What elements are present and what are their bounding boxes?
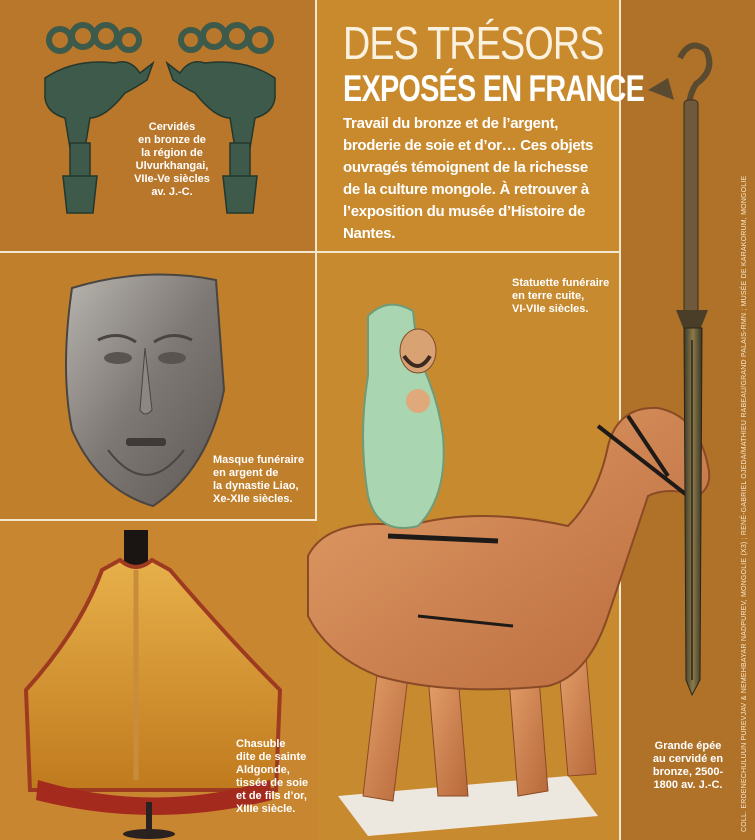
chasuble-caption-line: et de fils d’or, (236, 790, 307, 802)
deer-caption-line: Cervidés (148, 121, 196, 133)
deer-caption-line: av. J.-C. (151, 186, 193, 198)
sword-caption-line: bronze, 2500- (652, 766, 724, 778)
sword-caption-line: au cervidé en (652, 753, 724, 765)
statuette-caption-line: Statuette funéraire (512, 277, 610, 289)
mask-caption-line: Masque funéraire (213, 454, 305, 466)
mask-caption-line: en argent de (213, 467, 279, 479)
chasuble-caption-line: Chasuble (236, 738, 286, 750)
mask-caption-line: la dynastie Liao, (213, 480, 299, 492)
sword-caption-line: Grande épée (654, 740, 722, 752)
lead-paragraph: Travail du bronze et de l’argent, broderie de soie et d’or… Ces objets ouvragés témoignent de la richesse de la culture mongole. À retrouver à l’exposition du musée d’Histoire de Nantes. (343, 115, 594, 242)
sword-caption (643, 740, 733, 792)
deer-caption-line: Ulvurkhangai, (135, 160, 209, 172)
mask-caption-line: Xe-XIIe siècles. (213, 493, 293, 505)
statuette-caption-line: en terre cuite, (512, 290, 585, 302)
chasuble-caption-line: tissée de soie (236, 777, 309, 789)
chasuble-caption-line: XIIIe siècle. (236, 803, 296, 815)
deer-caption-line: VIIe-Ve siècles (134, 173, 210, 185)
statuette-caption (512, 277, 622, 316)
page-title-line2: EXPOSÉS EN FRANCE (343, 68, 645, 109)
page-title-line1: DES TRÉSORS (343, 17, 604, 69)
deer-caption-line: la région de (141, 147, 203, 159)
statuette-caption-line: VI-VIIe siècles. (512, 303, 589, 315)
chasuble-caption-line: Aldgonde, (236, 764, 290, 776)
deer-caption (128, 121, 216, 199)
sword-caption-line: 1800 av. J.-C. (653, 779, 723, 791)
photo-credit: COLL. ERDENECHULUUN PUREVJAV & NEMEHBAYAR NADPUREV, MONGOLIE (X3) ; RENÉ-GABRIEL OJEDA/MATHIEU RABEAU/GRAND PALAIS-RMN ; MUSÉE DE KARAKORUM, MONGOLIE (741, 175, 748, 832)
deer-caption-line: en bronze de (138, 134, 206, 146)
bronze-sword-image (628, 40, 738, 700)
silver-mask-image (58, 270, 230, 510)
chasuble-caption-line: dite de sainte (236, 751, 307, 763)
